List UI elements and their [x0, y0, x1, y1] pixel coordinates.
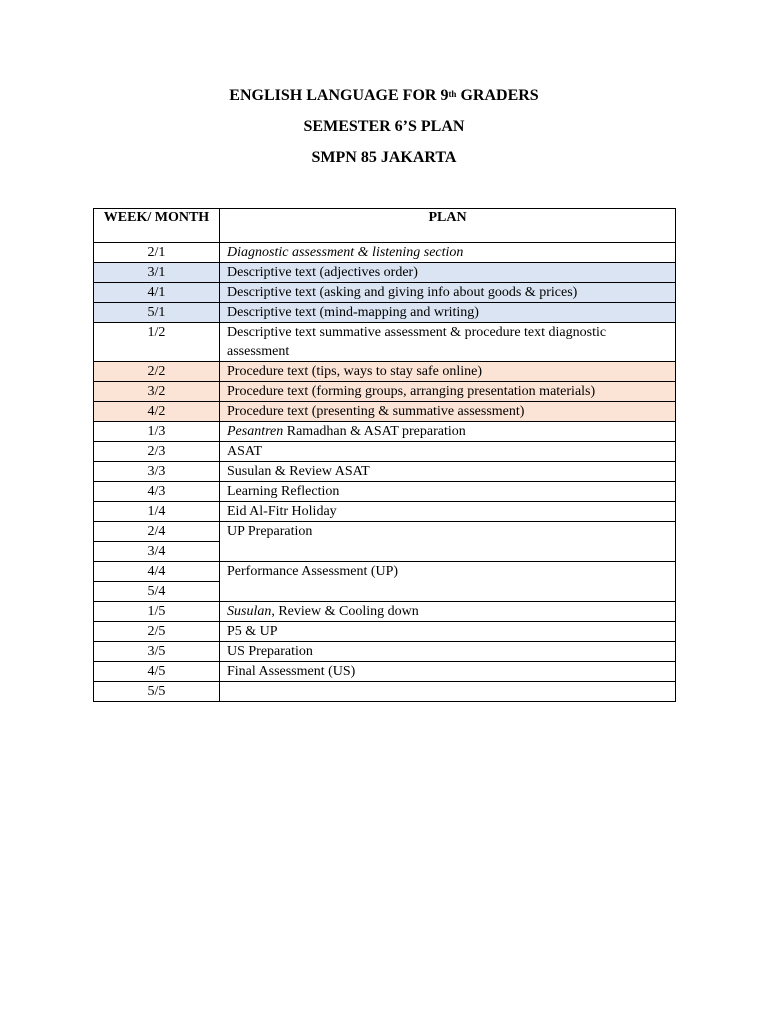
week-cell: 1/4	[94, 502, 220, 522]
plan-cell: Descriptive text (asking and giving info about goods & prices)	[220, 283, 676, 303]
table-row	[94, 642, 676, 662]
table-row	[94, 263, 676, 283]
table-row	[94, 283, 676, 303]
plan-cell: Eid Al-Fitr Holiday	[220, 502, 676, 522]
plan-cell: ASAT	[220, 442, 676, 462]
plan-italic-text: Susulan	[227, 604, 272, 619]
week-cell: 2/4	[94, 522, 220, 542]
table-row	[94, 323, 676, 362]
week-cell: 2/5	[94, 622, 220, 642]
table-row	[94, 442, 676, 462]
plan-cell: Procedure text (tips, ways to stay safe online)	[220, 362, 676, 382]
document-title	[0, 86, 768, 106]
week-cell: 2/1	[94, 243, 220, 263]
plan-text: Ramadhan & ASAT preparation	[283, 424, 466, 439]
plan-cell: Final Assessment (US)	[220, 662, 676, 682]
school-name: SMPN 85 JAKARTA	[311, 149, 457, 166]
plan-cell: US Preparation	[220, 642, 676, 662]
week-cell: 5/1	[94, 303, 220, 323]
table-row	[94, 243, 676, 263]
table-row	[94, 462, 676, 482]
plan-cell: Descriptive text (mind-mapping and writing)	[220, 303, 676, 323]
plan-cell: Procedure text (forming groups, arranging presentation materials)	[220, 382, 676, 402]
week-cell: 4/3	[94, 482, 220, 502]
table-row	[94, 522, 676, 542]
table-row	[94, 303, 676, 323]
table-row	[94, 482, 676, 502]
table-row	[94, 602, 676, 622]
table-row	[94, 682, 676, 702]
week-cell: 1/5	[94, 602, 220, 622]
week-cell: 5/5	[94, 682, 220, 702]
title-block	[0, 86, 768, 179]
plan-cell: Learning Reflection	[220, 482, 676, 502]
week-month-header: WEEK/ MONTH	[94, 209, 220, 243]
plan-italic-text: Pesantren	[227, 424, 284, 439]
semester-subtitle: SEMESTER 6’S PLAN	[303, 118, 465, 135]
plan-cell: UP Preparation	[220, 522, 676, 562]
week-cell: 3/2	[94, 382, 220, 402]
week-cell: 3/3	[94, 462, 220, 482]
semester-plan-table	[93, 208, 676, 702]
title-main: ENGLISH LANGUAGE FOR 9	[229, 87, 449, 104]
week-cell: 4/4	[94, 562, 220, 582]
plan-text: , Review & Cooling down	[271, 604, 419, 619]
plan-cell: Descriptive text summative assessment & procedure text diagnostic assessment	[220, 323, 676, 362]
plan-cell: Susulan & Review ASAT	[220, 462, 676, 482]
plan-cell: Performance Assessment (UP)	[220, 562, 676, 602]
plan-header: PLAN	[220, 209, 676, 243]
table-row	[94, 422, 676, 442]
table-row	[94, 362, 676, 382]
week-cell: 4/5	[94, 662, 220, 682]
plan-cell	[220, 602, 676, 622]
table-row	[94, 402, 676, 422]
week-cell: 2/2	[94, 362, 220, 382]
table-row	[94, 502, 676, 522]
week-cell: 5/4	[94, 582, 220, 602]
plan-cell: Descriptive text (adjectives order)	[220, 263, 676, 283]
plan-cell	[220, 422, 676, 442]
week-cell: 4/2	[94, 402, 220, 422]
table-row	[94, 382, 676, 402]
plan-cell: P5 & UP	[220, 622, 676, 642]
week-cell: 3/5	[94, 642, 220, 662]
week-cell: 1/2	[94, 323, 220, 362]
plan-cell: Diagnostic assessment & listening section	[220, 243, 676, 263]
week-cell: 3/1	[94, 263, 220, 283]
table-row	[94, 562, 676, 582]
table-row	[94, 622, 676, 642]
table-row	[94, 662, 676, 682]
title-rest: GRADERS	[460, 87, 539, 104]
week-cell: 2/3	[94, 442, 220, 462]
plan-cell	[220, 682, 676, 702]
week-cell: 1/3	[94, 422, 220, 442]
plan-cell: Procedure text (presenting & summative assessment)	[220, 402, 676, 422]
week-cell: 4/1	[94, 283, 220, 303]
week-cell: 3/4	[94, 542, 220, 562]
table-header-row	[94, 209, 676, 243]
title-superscript: th	[448, 89, 457, 99]
